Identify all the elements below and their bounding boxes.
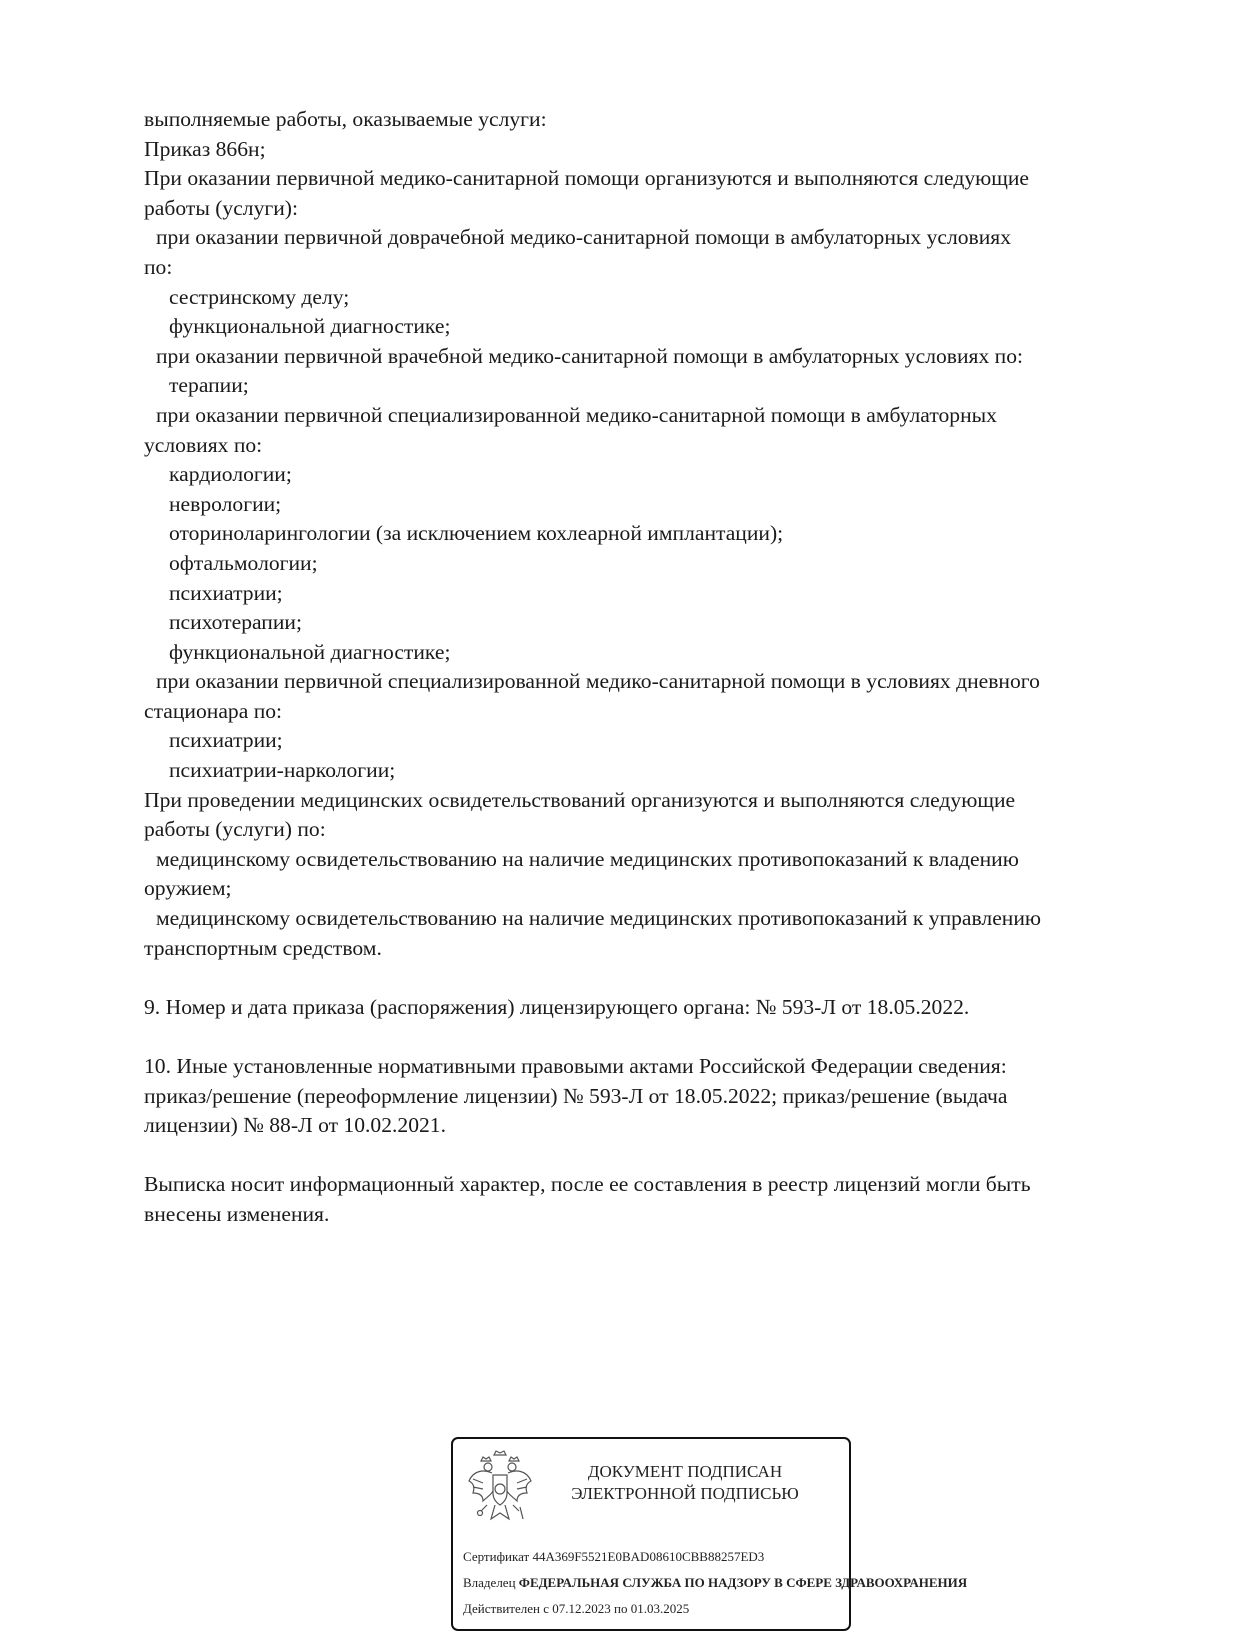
text-line: приказ/решение (переоформление лицензии) № 593-Л от 18.05.2022; приказ/решение (выдача: [144, 1083, 1008, 1108]
text-line: функциональной диагностике;: [169, 639, 451, 664]
text-line: неврологии;: [169, 491, 282, 516]
text-line: сестринскому делу;: [169, 284, 350, 309]
text-line: психиатрии-наркологии;: [169, 758, 396, 783]
text-line: медицинскому освидетельствованию на наличие медицинских противопоказаний к управлению: [156, 906, 1042, 931]
text-line: При проведении медицинских освидетельствований организуются и выполняются следующие: [144, 787, 1016, 812]
text-line: при оказании первичной специализированной медико-санитарной помощи в условиях дневного: [156, 669, 1040, 694]
text-line: стационара по:: [144, 698, 283, 723]
text-line: оториноларингологии (за исключением кохлеарной имплантации);: [169, 521, 784, 546]
text-line: медицинскому освидетельствованию на наличие медицинских противопоказаний к владению: [156, 846, 1019, 871]
paragraph-gap: [144, 963, 1164, 993]
text-line: психиатрии;: [169, 728, 283, 753]
text-line: психиатрии;: [169, 580, 283, 605]
certificate-value: 44A369F5521E0BAD08610CBB88257ED3: [532, 1549, 765, 1564]
text-line: оружием;: [144, 876, 232, 901]
text-line: Приказ 866н;: [144, 136, 266, 161]
paragraph-gap: [144, 1141, 1164, 1171]
electronic-signature-stamp: [451, 1437, 968, 1631]
paragraph-gap: [144, 1022, 1164, 1052]
stamp-title: [549, 1461, 821, 1505]
text-line: при оказании первичной доврачебной медико-санитарной помощи в амбулаторных условиях: [156, 225, 1012, 250]
document-body: [144, 105, 1164, 1230]
owner-value: ФЕДЕРАЛЬНАЯ СЛУЖБА ПО НАДЗОРУ В СФЕРЕ ЗДРАВООХРАНЕНИЯ: [518, 1575, 968, 1590]
text-line: терапии;: [169, 373, 249, 398]
text-line: при оказании первичной врачебной медико-санитарной помощи в амбулаторных условиях по:: [156, 343, 1023, 368]
text-line: кардиологии;: [169, 462, 292, 487]
text-line: работы (услуги):: [144, 195, 298, 220]
disclaimer-line: внесены изменения.: [144, 1201, 330, 1226]
validity-line: [463, 1601, 689, 1617]
text-line: офтальмологии;: [169, 550, 318, 575]
text-line: лицензии) № 88-Л от 10.02.2021.: [144, 1113, 447, 1138]
owner-label: Владелец: [463, 1575, 516, 1590]
text-line: При оказании первичной медико-санитарной помощи организуются и выполняются следующие: [144, 166, 1030, 191]
text-line: условиях по:: [144, 432, 263, 457]
text-line: психотерапии;: [169, 610, 302, 635]
section-10-line: 10. Иные установленные нормативными правовыми актами Российской Федерации сведения:: [144, 1054, 1007, 1078]
russian-coat-of-arms-icon: [465, 1449, 535, 1529]
disclaimer-line: Выписка носит информационный характер, после ее составления в реестр лицензий могли быть: [144, 1172, 1031, 1197]
certificate-line: [463, 1549, 764, 1565]
validity-text: Действителен с 07.12.2023 по 01.03.2025: [463, 1601, 690, 1616]
text-line: по:: [144, 254, 173, 279]
text-line: работы (услуги) по:: [144, 817, 326, 842]
stamp-title-line: ЭЛЕКТРОННОЙ ПОДПИСЬЮ: [571, 1484, 799, 1503]
certificate-label: Сертификат: [463, 1549, 530, 1564]
text-line: при оказании первичной специализированной медико-санитарной помощи в амбулаторных: [156, 402, 997, 427]
section-9-line: 9. Номер и дата приказа (распоряжения) лицензирующего органа: № 593-Л от 18.05.2022.: [144, 994, 970, 1019]
stamp-title-line: ДОКУМЕНТ ПОДПИСАН: [587, 1462, 783, 1481]
text-line: транспортным средством.: [144, 935, 382, 960]
text-line: функциональной диагностике;: [169, 314, 451, 339]
text-line: выполняемые работы, оказываемые услуги:: [144, 107, 547, 131]
owner-line: [463, 1575, 967, 1591]
